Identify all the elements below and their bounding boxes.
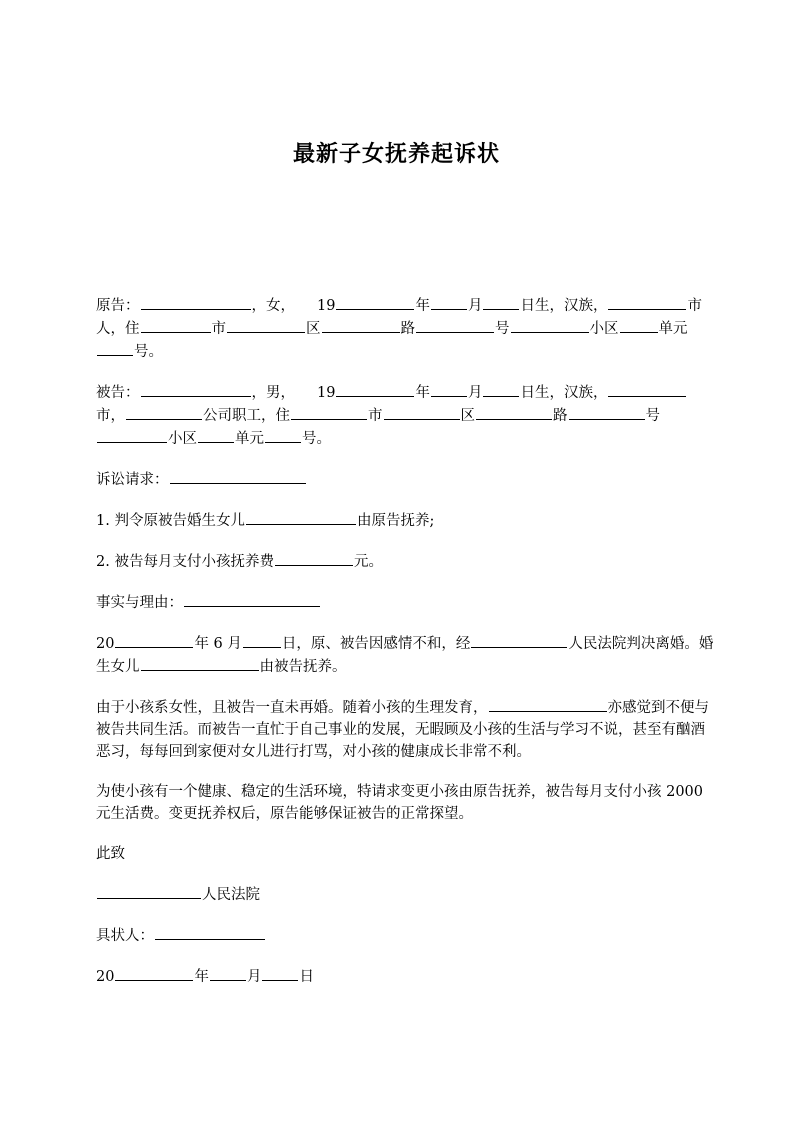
- facts-label: 事实与理由：: [96, 595, 183, 611]
- facts-paragraph-3: [96, 781, 716, 825]
- text: 婚。婚生女儿: [96, 636, 714, 675]
- blank: [243, 632, 281, 648]
- text: 日生，汉族，: [520, 385, 608, 401]
- blank: [489, 696, 607, 712]
- text: 号。: [302, 431, 331, 447]
- facts-paragraph-1: [96, 632, 716, 678]
- text: 单: [658, 321, 673, 337]
- blank: [184, 591, 320, 607]
- blank: [431, 294, 467, 310]
- claims-label-line: [96, 468, 716, 491]
- text: 日生，汉族，: [520, 298, 608, 314]
- blank: [155, 924, 265, 940]
- text: 2. 被告每月支付小孩抚养费: [96, 554, 274, 570]
- blank: [384, 404, 460, 420]
- blank: [476, 404, 552, 420]
- plaintiff-label: 原告：: [96, 298, 140, 314]
- blank: [115, 632, 193, 648]
- text: 月: [467, 385, 483, 401]
- blank: [265, 427, 301, 443]
- text: 由于小孩系女性，且被告一直未再婚。随着小孩的生理发育，: [96, 700, 488, 716]
- blank: [141, 294, 251, 310]
- blank: [210, 965, 246, 981]
- text: 月: [246, 969, 262, 985]
- text: 19: [317, 385, 336, 401]
- document-body: [96, 294, 716, 1006]
- text: 亦感觉到不便与被告共同生活。而被告一直忙于自己事业的发展，无暇顾及小孩的生活与学习不说，甚至有酗酒恶习，每每回到家便对女儿进行打骂，对小孩的健康成长非常不利。: [96, 700, 709, 760]
- text: 市: [687, 298, 702, 314]
- text: 号。: [134, 344, 163, 360]
- text: 人民法院: [202, 887, 260, 903]
- blank: [620, 317, 658, 333]
- text: 元。: [353, 554, 383, 570]
- blank: [141, 317, 211, 333]
- text: 由原告抚养;: [356, 513, 435, 529]
- blank: [115, 965, 193, 981]
- text: 此致: [96, 846, 125, 862]
- text: 区: [306, 321, 321, 337]
- blank: [97, 340, 133, 356]
- text: 1. 判令原被告婚生女儿: [96, 513, 245, 529]
- text: 19: [317, 298, 336, 314]
- facts-label-line: [96, 591, 716, 614]
- text: 20: [96, 636, 115, 652]
- text: 月: [467, 298, 483, 314]
- text: 年 6 月: [194, 636, 242, 652]
- blank: [141, 381, 251, 397]
- blank: [471, 632, 567, 648]
- text: 市: [211, 321, 226, 337]
- closing-date-line: [96, 965, 716, 988]
- closing-court-line: [96, 883, 716, 906]
- text: 公司职工，住: [203, 408, 290, 424]
- text: 单元: [235, 431, 264, 447]
- blank: [141, 655, 259, 671]
- blank: [483, 381, 519, 397]
- text: 日: [299, 969, 314, 985]
- text: 元: [673, 321, 688, 337]
- text: 号: [495, 321, 510, 337]
- blank: [291, 404, 367, 420]
- blank: [262, 965, 298, 981]
- text: 人民法院判决离: [568, 636, 670, 652]
- text: 年: [415, 385, 430, 401]
- text: 小区: [589, 321, 619, 337]
- claims-label: 诉讼请求：: [96, 472, 169, 488]
- text: 具状人：: [96, 928, 154, 944]
- text: 由被告抚养。: [259, 659, 347, 675]
- blank: [483, 294, 519, 310]
- blank: [97, 883, 201, 899]
- text: 20: [96, 969, 115, 985]
- text: 人，住: [96, 321, 140, 337]
- text: 路: [400, 321, 415, 337]
- text: 区: [460, 408, 475, 424]
- blank: [511, 317, 589, 333]
- text: 年: [415, 298, 430, 314]
- claim-item-1: [96, 509, 716, 532]
- text: ，男，: [251, 385, 295, 401]
- text: 日，原、被告因感情不和，经: [281, 636, 471, 652]
- blank: [97, 427, 167, 443]
- document-title: 最新子女抚养起诉状: [292, 142, 500, 167]
- blank: [431, 381, 467, 397]
- defendant-label: 被告：: [96, 385, 140, 401]
- closing-petitioner-line: [96, 924, 716, 947]
- blank: [227, 317, 305, 333]
- blank: [275, 550, 353, 566]
- blank: [322, 317, 400, 333]
- blank: [336, 294, 414, 310]
- plaintiff-paragraph: [96, 294, 716, 363]
- blank: [608, 294, 686, 310]
- text: 号: [645, 408, 660, 424]
- blank: [336, 381, 414, 397]
- blank: [608, 381, 686, 397]
- claim-item-2: [96, 550, 716, 573]
- blank: [569, 404, 645, 420]
- facts-paragraph-2: [96, 696, 716, 763]
- text: 年: [194, 969, 209, 985]
- closing-zhizhi: [96, 843, 716, 865]
- text: 市，: [96, 408, 125, 424]
- text: ，女，: [251, 298, 295, 314]
- blank: [246, 509, 356, 525]
- text: 路: [553, 408, 568, 424]
- blank: [416, 317, 494, 333]
- text: 市: [368, 408, 383, 424]
- blank: [170, 468, 306, 484]
- text: 小区: [168, 431, 197, 447]
- blank: [198, 427, 234, 443]
- blank: [126, 404, 202, 420]
- text: 为使小孩有一个健康、稳定的生活环境，特请求变更小孩由原告抚养，被告每月支付小孩 2000 元生活费。变更抚养权后，原告能够保证被告的正常探望。: [96, 784, 704, 822]
- defendant-paragraph: [96, 381, 716, 450]
